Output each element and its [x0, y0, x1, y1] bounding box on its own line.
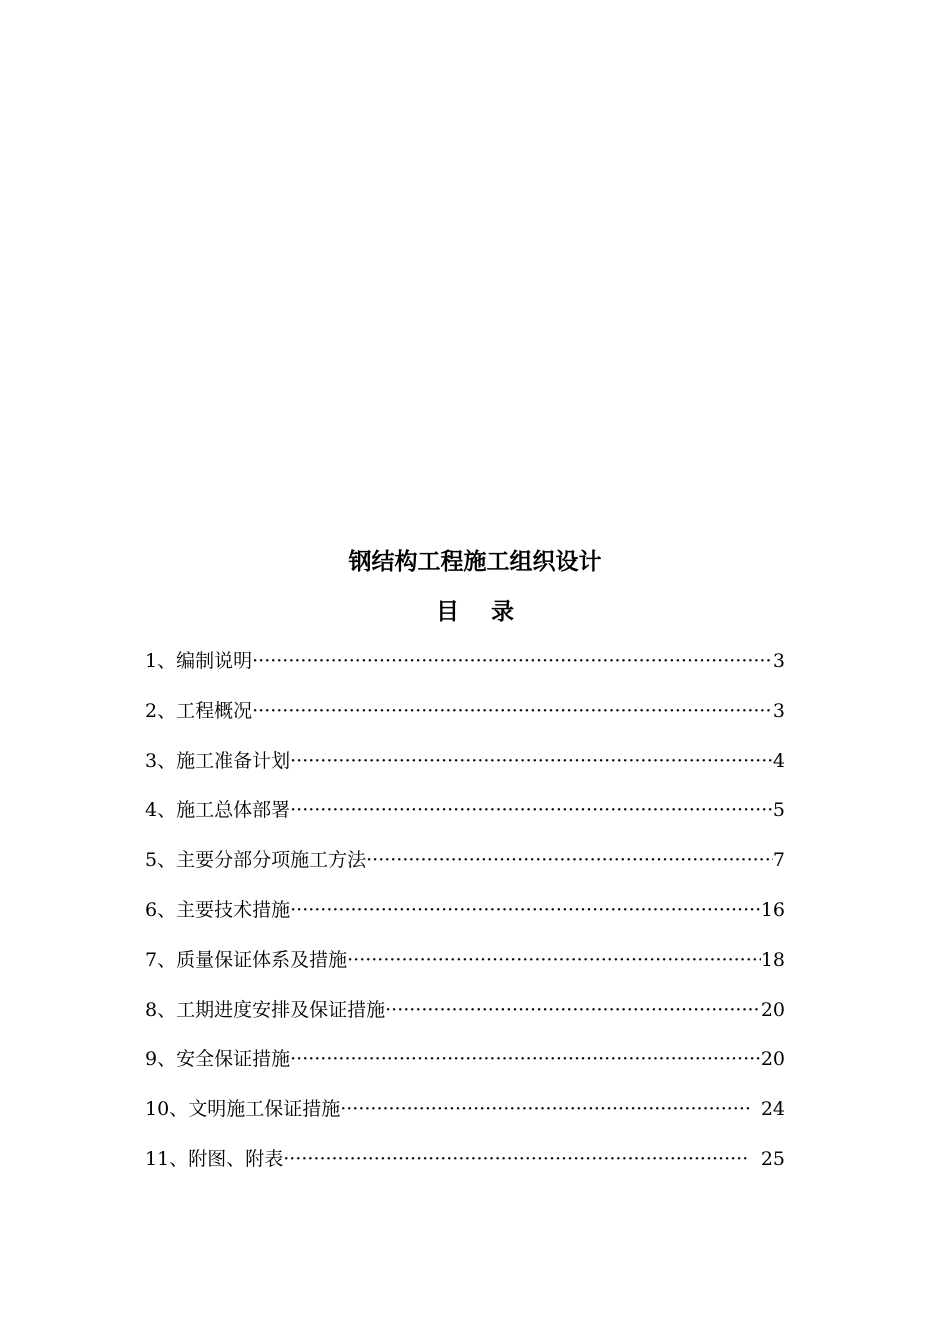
toc-entry-page: 5 [772, 799, 785, 822]
toc-entry-title: 附图、附表 [188, 1147, 284, 1170]
toc-entry-number: 11、 [145, 1147, 189, 1170]
toc-entry[interactable] [145, 944, 785, 994]
toc-entry-number: 6、 [145, 898, 177, 921]
toc-entry-number: 1、 [145, 650, 177, 672]
toc-entry-page: 7 [772, 849, 785, 872]
toc-entry[interactable] [145, 695, 785, 745]
toc-entry-number: 3、 [145, 749, 177, 772]
toc-entry-number: 4、 [145, 799, 177, 822]
toc-entry-number: 9、 [145, 1048, 177, 1071]
toc-entry[interactable] [145, 994, 785, 1044]
toc-entry-number: 10、 [145, 1098, 189, 1121]
toc-entry[interactable] [145, 1143, 785, 1193]
toc-entry-title: 工期进度安排及保证措施 [176, 998, 386, 1021]
toc-entry-page: 3 [772, 699, 785, 722]
toc-entry-title: 主要技术措施 [176, 898, 291, 921]
toc-entry-page: 3 [772, 650, 785, 672]
toc-entry-number: 2、 [145, 699, 177, 722]
toc-entry-number: 5、 [145, 849, 177, 872]
toc-entry[interactable] [145, 745, 785, 795]
document-title: 钢结构工程施工组织设计 [348, 548, 602, 575]
toc-entry-title: 主要分部分项施工方法 [176, 849, 367, 872]
toc-leader-dots [347, 944, 761, 976]
toc-heading: 目 录 [435, 598, 526, 625]
toc-entry-title: 质量保证体系及措施 [176, 948, 348, 971]
toc-entry-page: 24 [760, 1098, 785, 1121]
toc-entry-title: 安全保证措施 [176, 1048, 291, 1071]
toc-entry-title: 编制说明 [176, 650, 253, 672]
toc-leader-dots [366, 844, 773, 876]
toc-entry[interactable] [145, 1093, 785, 1143]
toc-leader-dots [290, 794, 773, 826]
toc-entry[interactable] [145, 1043, 785, 1093]
toc-entry[interactable] [145, 794, 785, 844]
toc-leader-dots [340, 1093, 749, 1125]
toc-entry-title: 施工总体部署 [176, 799, 291, 822]
toc-entry-page: 20 [760, 1048, 785, 1071]
toc-leader-dots [290, 745, 773, 777]
toc-entry-page: 20 [760, 998, 785, 1021]
toc-entry-title: 施工准备计划 [176, 749, 291, 772]
toc-entry-number: 8、 [145, 998, 177, 1021]
toc-entry[interactable] [145, 844, 785, 894]
toc-entry-title: 工程概况 [176, 699, 253, 722]
toc-entry-title: 文明施工保证措施 [188, 1098, 341, 1121]
toc-entry-page: 18 [760, 948, 785, 971]
toc-leader-dots [385, 994, 761, 1026]
toc-entry-page: 4 [772, 749, 785, 772]
toc-entry-page: 25 [760, 1147, 785, 1170]
toc-leader-dots [252, 695, 773, 727]
toc-entry[interactable] [145, 645, 785, 695]
toc-leader-dots [252, 645, 773, 677]
toc-entry-number: 7、 [145, 948, 177, 971]
toc-leader-dots [290, 894, 761, 926]
toc-leader-dots [290, 1043, 761, 1075]
table-of-contents [145, 645, 785, 1193]
toc-leader-dots [283, 1143, 749, 1175]
toc-entry[interactable] [145, 894, 785, 944]
toc-entry-page: 16 [760, 898, 785, 921]
